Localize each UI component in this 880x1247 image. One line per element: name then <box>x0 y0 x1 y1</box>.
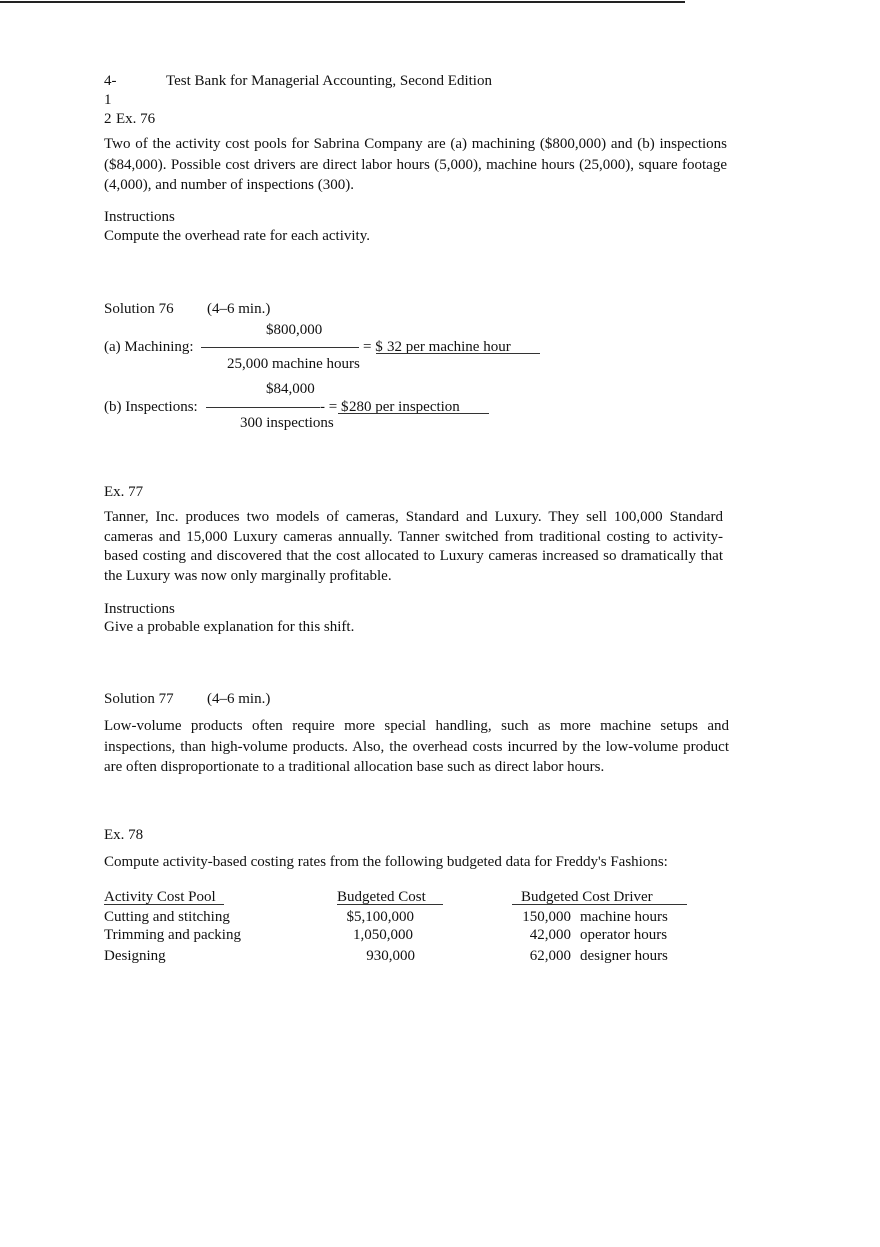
ex78-body: Compute activity-based costing rates from the following budgeted data for Freddy's Fashions: <box>104 854 668 870</box>
sol76-b-denominator: 300 inspections <box>240 415 334 431</box>
table-header-pool: Activity Cost Pool <box>104 889 216 905</box>
sol77-time: (4–6 min.) <box>207 691 271 707</box>
sol76-a-result-prefix: = $ <box>363 339 383 355</box>
row-driver-unit: machine hours <box>580 909 668 925</box>
sol76-b-fraction-bar <box>206 407 320 408</box>
ex76-body: Two of the activity cost pools for Sabrina Company are (a) machining ($800,000) and (b) inspections ($84,000). Possible cost drivers are direct labor hours (5,000), machine hours (25,000), square footage (4,000), and number of inspections (300). <box>104 136 727 193</box>
sol76-b-result-prefix: - = $ <box>320 399 349 415</box>
table-header-driver: Budgeted Cost Driver <box>521 889 653 905</box>
sol76-a-label: (a) Machining: <box>104 339 194 355</box>
ex77-body: Tanner, Inc. produces two models of cameras, Standard and Luxury. They sell 100,000 Standard cameras and 15,000 Luxury cameras annually. Tanner switched from traditional costing to activity-based costing and discovered that the cost allocated to Luxury cameras increased so dramatically that the Luxury was now only marginally profitable. <box>104 509 723 584</box>
ex78-label: Ex. 78 <box>104 827 144 843</box>
top-rule <box>0 1 685 3</box>
sol76-a-result: 32 per machine hour <box>387 339 511 355</box>
sol76-a-denominator: 25,000 machine hours <box>227 356 360 372</box>
sol76-b-result-underline <box>338 413 489 414</box>
sol76-b-result: 280 per inspection <box>349 399 460 415</box>
page-number-mid: 1 <box>104 92 112 108</box>
sol76-a-result-underline <box>376 353 540 354</box>
ex76-instructions-label: Instructions <box>104 209 175 225</box>
sol76-a-fraction-bar <box>201 347 359 348</box>
row-pool: Cutting and stitching <box>104 909 230 925</box>
ex77-label: Ex. 77 <box>104 484 144 500</box>
table-header-cost-underline <box>337 904 443 905</box>
row-driver-qty: 62,000 <box>529 948 571 964</box>
row-driver-qty: 42,000 <box>529 927 571 943</box>
ex77-instructions-label: Instructions <box>104 601 175 617</box>
ex76-instructions-text: Compute the overhead rate for each activity. <box>104 228 370 244</box>
sol76-a-numerator: $800,000 <box>266 322 323 338</box>
row-driver-unit: operator hours <box>580 927 668 943</box>
row-cost: $5,100,000 <box>346 909 414 925</box>
page-title: Test Bank for Managerial Accounting, Second Edition <box>166 73 492 89</box>
sol76-time: (4–6 min.) <box>207 301 271 317</box>
table-header-pool-underline <box>104 904 224 905</box>
table-header-driver-underline <box>512 904 687 905</box>
row-driver-unit: designer hours <box>580 948 668 964</box>
row-cost: 930,000 <box>366 948 415 964</box>
table-header-cost: Budgeted Cost <box>337 889 426 905</box>
row-pool: Trimming and packing <box>104 927 241 943</box>
sol77-body: Low-volume products often require more special handling, such as more machine setups and inspections, than high-volume products. Also, the overhead costs incurred by the low-volume product are often disproportionate to a traditional allocation base such as direct labor hours. <box>104 718 729 775</box>
sol76-b-numerator: $84,000 <box>266 381 315 397</box>
row-driver-qty: 150,000 <box>522 909 571 925</box>
row-pool: Designing <box>104 948 166 964</box>
page-number-bottom: 2 <box>104 111 112 127</box>
ex77-instructions-text: Give a probable explanation for this shift. <box>104 619 355 635</box>
ex76-label: Ex. 76 <box>116 111 156 127</box>
row-cost: 1,050,000 <box>353 927 413 943</box>
page-number-top: 4- <box>104 73 117 89</box>
sol76-label: Solution 76 <box>104 301 174 317</box>
sol76-b-label: (b) Inspections: <box>104 399 198 415</box>
sol77-label: Solution 77 <box>104 691 174 707</box>
